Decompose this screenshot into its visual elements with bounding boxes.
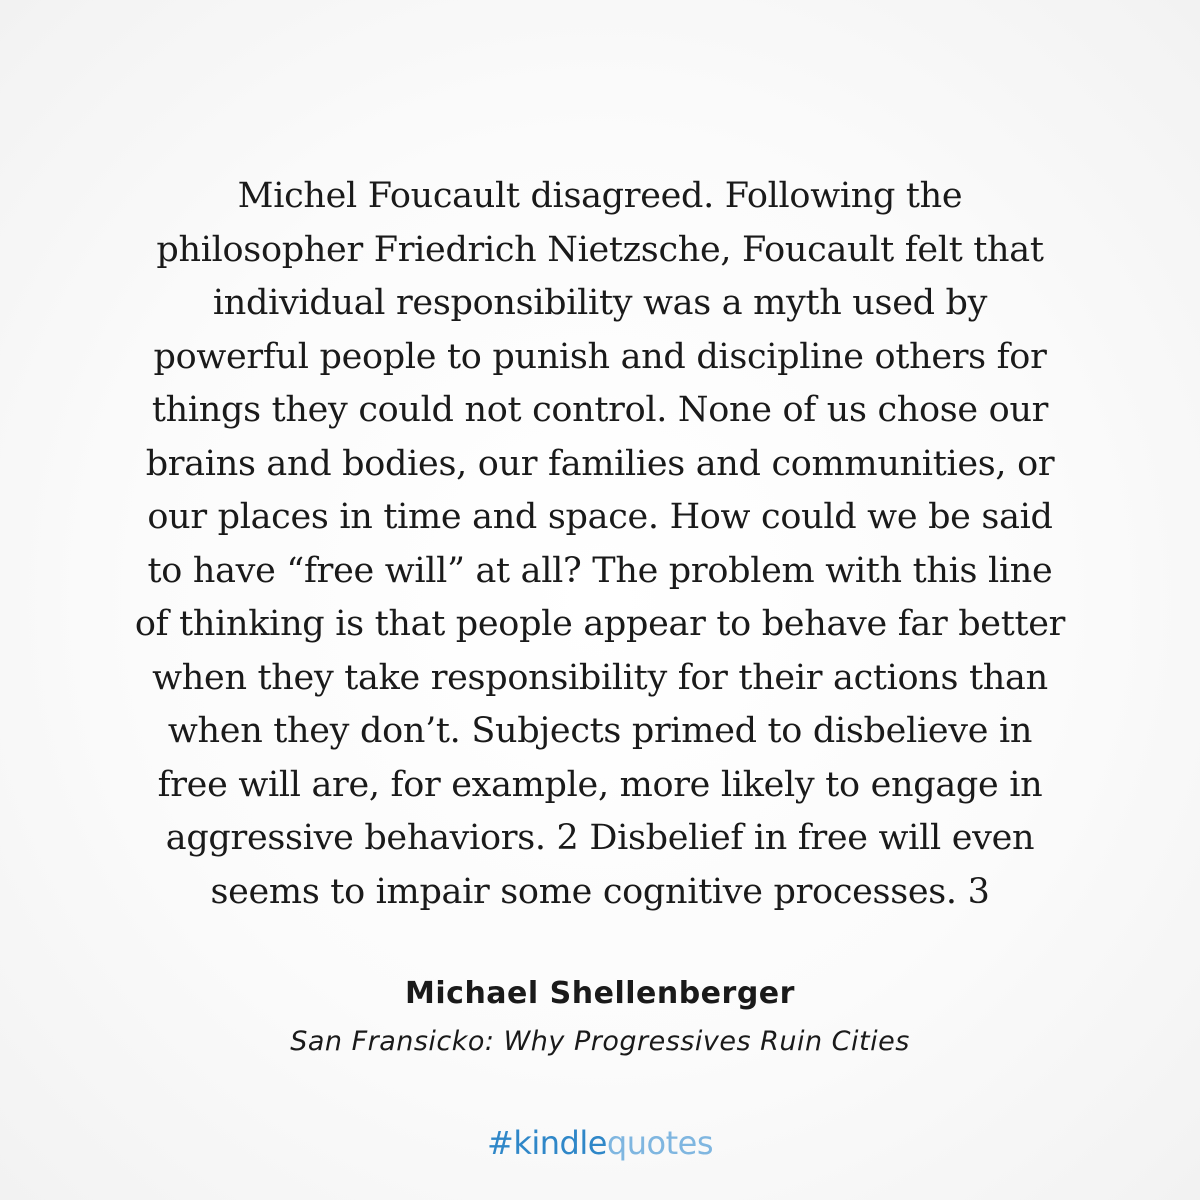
quote-line: powerful people to punish and discipline others for (153, 336, 1047, 377)
book-title: San Fransicko: Why Progressives Ruin Cities (290, 1026, 910, 1057)
quote-text (60, 170, 1140, 919)
quote-line: of thinking is that people appear to behave far better (134, 604, 1066, 644)
quote-line: when they take responsibility for their actions than (152, 657, 1048, 698)
quote-line: aggressive behaviors. 2 Disbelief in free will even (165, 818, 1035, 858)
hashtag-symbol: # (487, 1124, 514, 1162)
quote-line: seems to impair some cognitive processes. 3 (210, 871, 990, 912)
quote-line: free will are, for example, more likely to engage in (157, 764, 1043, 805)
kindlequotes-hashtag (0, 1124, 1200, 1162)
hashtag-quotes: quotes (606, 1124, 713, 1162)
quote-line: things they could not control. None of us chose our (151, 390, 1049, 430)
hashtag-kindle: kindle (513, 1124, 607, 1162)
quote-line: brains and bodies, our families and communities, or (145, 443, 1055, 484)
quote-line: Michel Foucault disagreed. Following the (237, 176, 963, 216)
quote-line: individual responsibility was a myth used by (212, 283, 988, 323)
quote-line: to have “free will” at all? The problem with this line (147, 550, 1053, 591)
quote-line: philosopher Friedrich Nietzsche, Foucault felt that (156, 229, 1044, 270)
quote-line: our places in time and space. How could we be said (147, 497, 1053, 537)
quote-line: when they don’t. Subjects primed to disbelieve in (167, 711, 1033, 751)
author-name: Michael Shellenberger (405, 976, 795, 1011)
